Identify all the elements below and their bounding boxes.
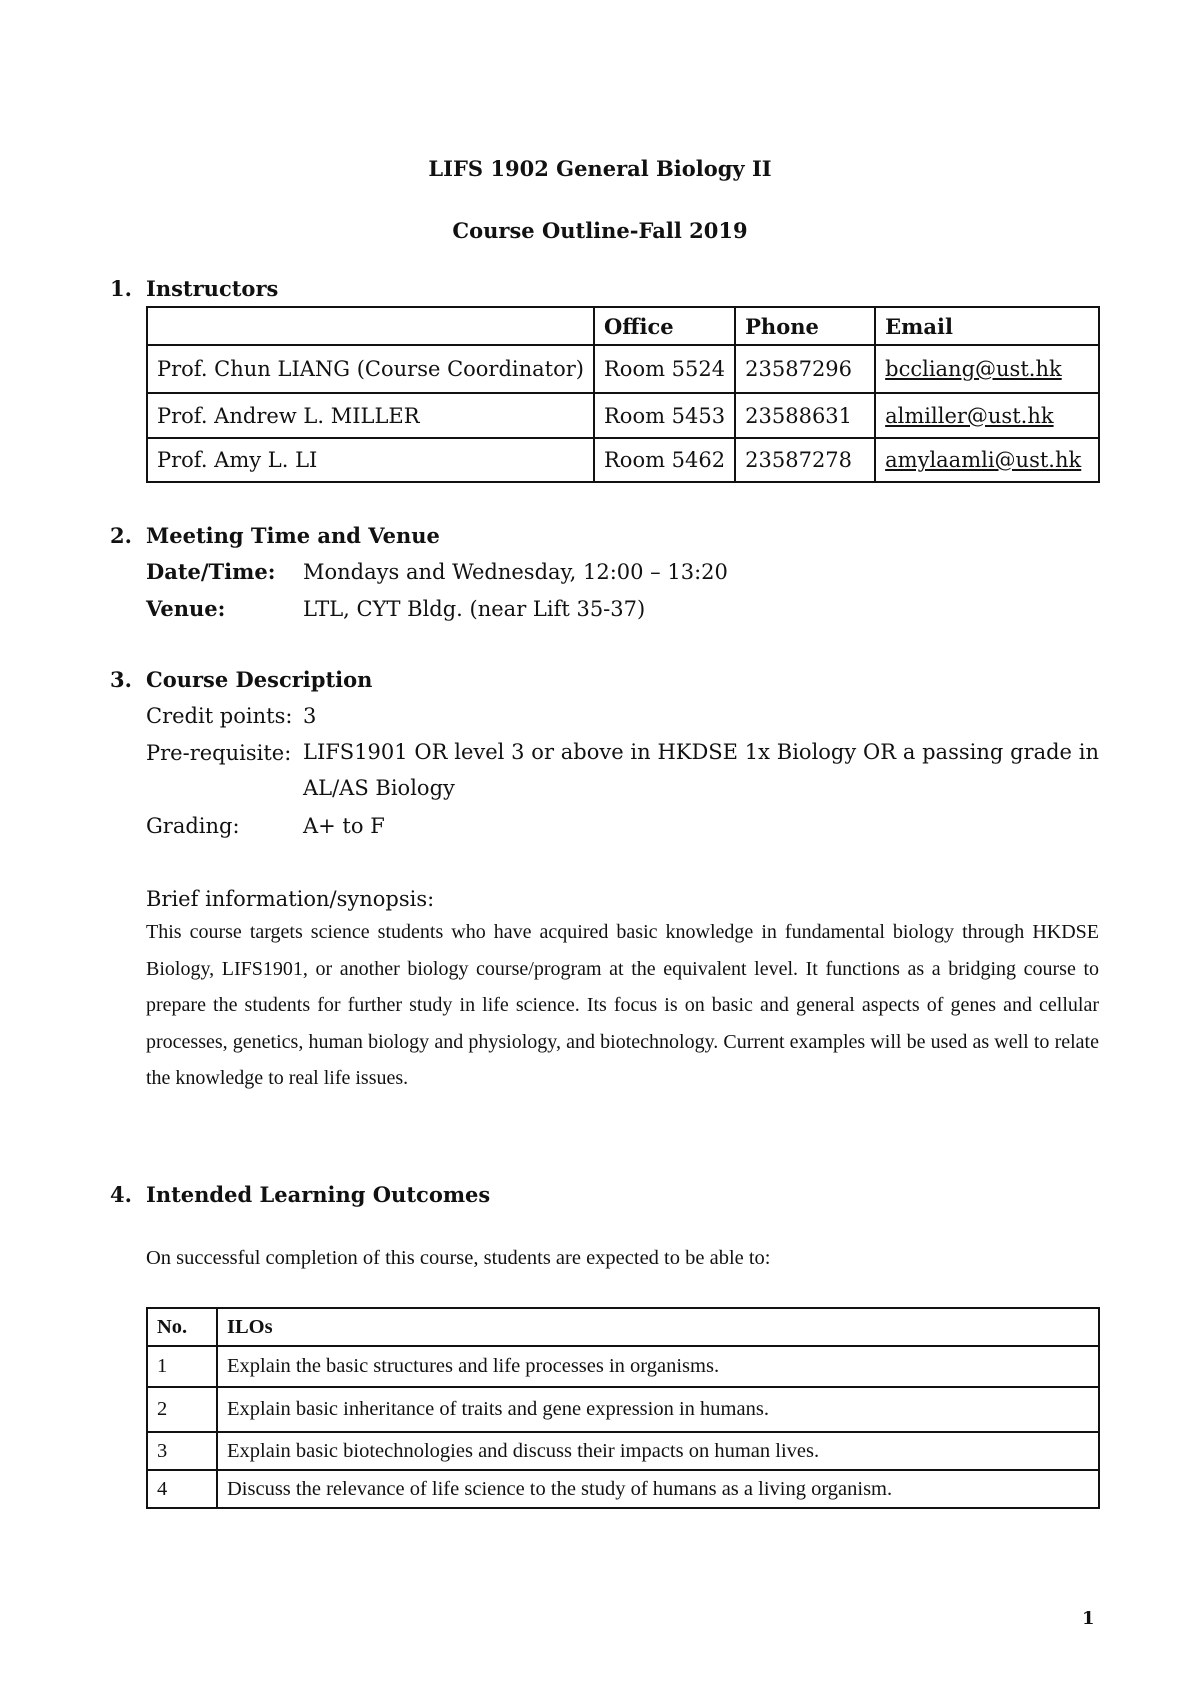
credit-label: Credit points: [146,704,293,728]
venue-row [146,596,645,621]
section-3-heading [110,667,372,692]
table-row [147,438,1099,482]
section-1-heading [110,276,278,301]
instructor-office: Room 5462 [594,438,735,482]
table-row [147,1432,1099,1470]
instructor-phone: 23587278 [735,438,875,482]
grading-row [146,814,385,838]
table-row [147,393,1099,438]
venue-value: LTL, CYT Bldg. (near Lift 35-37) [303,597,646,621]
datetime-label: Date/Time: [146,559,276,584]
section-4-heading [110,1182,490,1207]
header-cell-email: Email [875,307,1099,345]
credit-value: 3 [303,704,317,728]
instructor-phone: 23587296 [735,345,875,393]
table-header-row [147,1308,1099,1346]
ilo-table [146,1307,1100,1509]
grading-value: A+ to F [303,814,385,838]
ilo-number: 4 [147,1470,217,1508]
course-title: LIFS 1902 General Biology II [428,156,772,181]
ilo-number: 3 [147,1432,217,1470]
ilo-number: 2 [147,1387,217,1432]
instructor-email-link[interactable]: amylaamli@ust.hk [885,448,1082,472]
prereq-label: Pre-requisite: [146,741,292,765]
table-row [147,1346,1099,1387]
ilo-text: Explain the basic structures and life processes in organisms. [217,1346,1099,1387]
instructor-email-link[interactable]: almiller@ust.hk [885,403,1054,428]
section-2-heading [110,523,440,548]
instructor-name: Prof. Amy L. LI [147,438,594,482]
header-cell-phone: Phone [735,307,875,345]
ilo-text: Explain basic inheritance of traits and gene expression in humans. [217,1387,1099,1432]
prereq-label-row [146,741,303,765]
instructor-office: Room 5453 [594,393,735,438]
instructor-phone: 23588631 [735,393,875,438]
table-row [147,345,1099,393]
section-number: 3. [110,667,132,692]
table-header-row [147,307,1099,345]
synopsis-label: Brief information/synopsis: [146,887,435,911]
prereq-value: LIFS1901 OR level 3 or above in HKDSE 1x Biology OR a passing grade in AL/AS Biology [303,740,1099,800]
credit-row [146,704,316,728]
instructor-email-link[interactable]: bccliang@ust.hk [885,357,1062,381]
datetime-row [146,559,728,584]
instructor-name: Prof. Andrew L. MILLER [147,393,594,438]
ilo-intro: On successful completion of this course, students are expected to be able to: [146,1247,771,1269]
instructor-name: Prof. Chun LIANG (Course Coordinator) [147,345,594,393]
course-subtitle: Course Outline-Fall 2019 [452,218,748,243]
instructors-table [146,306,1100,483]
section-title: Intended Learning Outcomes [146,1182,491,1207]
section-title: Meeting Time and Venue [146,523,440,548]
instructor-office: Room 5524 [594,345,735,393]
section-number: 1. [110,276,132,301]
section-title: Course Description [146,667,373,692]
page-number: 1 [1082,1608,1095,1629]
section-number: 2. [110,523,132,548]
header-cell-office: Office [594,307,735,345]
section-number: 4. [110,1182,132,1207]
section-title: Instructors [146,276,279,301]
ilo-number: 1 [147,1346,217,1387]
ilo-text: Discuss the relevance of life science to the study of humans as a living organism. [217,1470,1099,1508]
venue-label: Venue: [146,596,226,621]
header-cell-ilos: ILOs [217,1308,1099,1346]
header-cell-no: No. [147,1308,217,1346]
header-cell [147,307,594,345]
datetime-value: Mondays and Wednesday, 12:00 – 13:20 [303,560,728,584]
table-row [147,1387,1099,1432]
grading-label: Grading: [146,814,240,838]
synopsis-paragraph: This course targets science students who have acquired basic knowledge in fundamental biology through HKDSE Biology, LIFS1901, or another biology course/program at the equivalent level. It functions as a bridging course to prepare the students for further study in life science. Its focus is on basic and general aspects of genes and cellular processes, genetics, human biology and physiology, and biotechnology. Current examples will be used as well to relate the knowledge to real life issues. [146,921,1099,1089]
table-row [147,1470,1099,1508]
ilo-text: Explain basic biotechnologies and discuss their impacts on human lives. [217,1432,1099,1470]
